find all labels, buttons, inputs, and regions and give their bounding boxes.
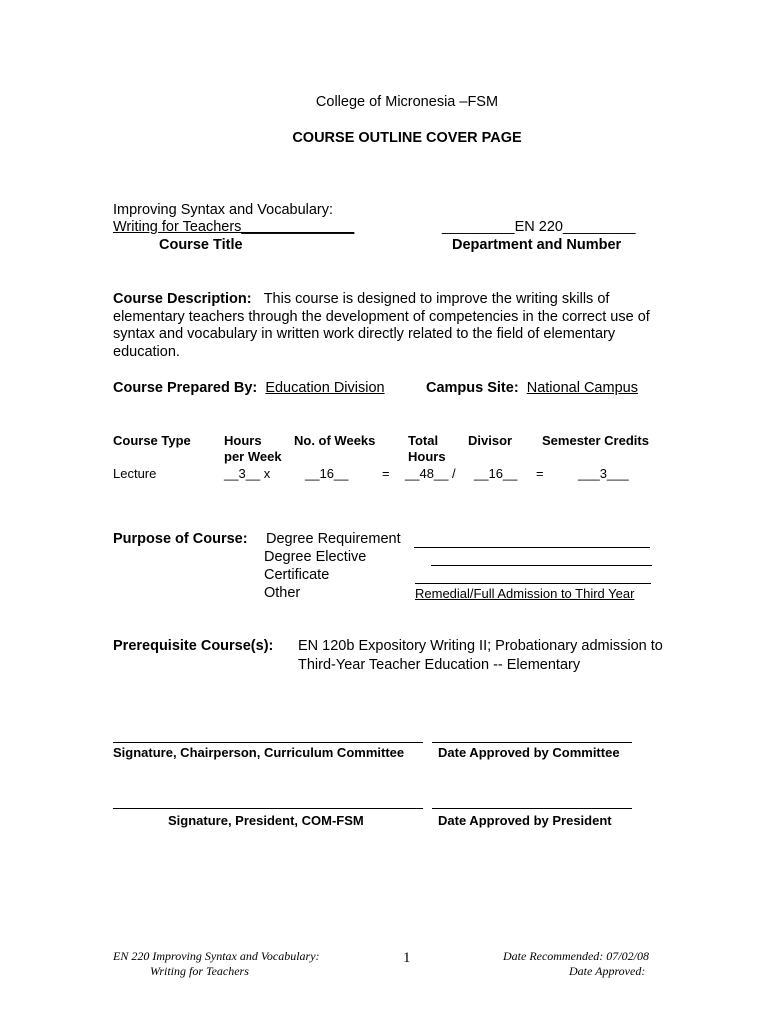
degree-requirement-line [414,547,650,548]
footer-date-recommended: Date Recommended: 07/02/08 [503,949,649,963]
header-total: Total [408,433,439,448]
prerequisite-line2: Third-Year Teacher Education -- Elementary [298,657,581,673]
course-title-label: Course Title [159,237,243,253]
chair-signature-label: Signature, Chairperson, Curriculum Committee [113,745,405,760]
purpose-other-value: Remedial/Full Admission to Third Year [415,586,635,601]
header-hours: Hours [224,433,262,448]
purpose-option-other: Other [264,585,301,601]
campus-site [426,380,638,396]
row-divisor: __16__ [474,466,518,481]
committee-date-line [432,742,632,743]
course-description-line1 [113,291,609,307]
course-description-line3: syntax and vocabulary in written work directly related to the field of elementary [113,326,616,342]
president-signature-line [113,808,423,809]
footer-date-approved: Date Approved: [569,964,646,978]
campus-site-value: National Campus [526,380,638,396]
header-per-week: per Week [224,449,282,464]
footer-course-line2: Writing for Teachers [150,964,249,978]
row-hours: __3__ x [224,466,271,481]
prerequisite-label: Prerequisite Course(s): [113,638,274,654]
footer-course-line1: EN 220 Improving Syntax and Vocabulary: [113,949,320,963]
document-title: COURSE OUTLINE COVER PAGE [292,130,522,146]
row-credits: ___3___ [578,466,629,481]
row-total-hours: __48__ / [405,466,456,481]
header-total-hours: Hours [408,449,446,464]
header-semester-credits: Semester Credits [542,433,649,448]
president-date-label: Date Approved by President [438,813,612,828]
president-signature-label: Signature, President, COM-FSM [168,813,364,828]
chair-signature-line [113,742,423,743]
course-title-line2: Writing for Teachers______________ [113,219,355,235]
row-equals-1: = [382,466,390,481]
header-weeks: No. of Weeks [294,433,376,448]
prepared-by-value: Education Division [265,380,385,396]
course-description-line4: education. [113,344,180,360]
row-course-type: Lecture [113,466,157,481]
row-weeks: __16__ [305,466,349,481]
institution-name: College of Micronesia –FSM [315,94,499,110]
header-divisor: Divisor [468,433,513,448]
course-description-text1: This course is designed to improve the writing skills of [263,291,610,307]
degree-elective-line [431,565,652,566]
department-number: _________EN 220_________ [442,219,636,235]
purpose-label: Purpose of Course: [113,531,248,547]
president-date-line [432,808,632,809]
course-description-label: Course Description: [113,291,252,307]
course-title-line1: Improving Syntax and Vocabulary: [113,202,334,218]
campus-site-label: Campus Site: [426,380,519,396]
purpose-option-degree-elective: Degree Elective [264,549,367,565]
purpose-option-certificate: Certificate [264,567,330,583]
course-description-line2: elementary teachers through the development of competencies in the correct use of [113,309,650,325]
department-number-label: Department and Number [452,237,622,253]
purpose-option-degree-requirement: Degree Requirement [266,531,401,547]
prepared-by-label: Course Prepared By: [113,380,258,396]
certificate-line [415,583,651,584]
header-course-type: Course Type [113,433,191,448]
page-number: 1 [403,950,411,966]
prepared-by [113,380,385,396]
prerequisite-line1: EN 120b Expository Writing II; Probationary admission to [298,638,663,654]
committee-date-label: Date Approved by Committee [438,745,620,760]
row-equals-2: = [536,466,544,481]
